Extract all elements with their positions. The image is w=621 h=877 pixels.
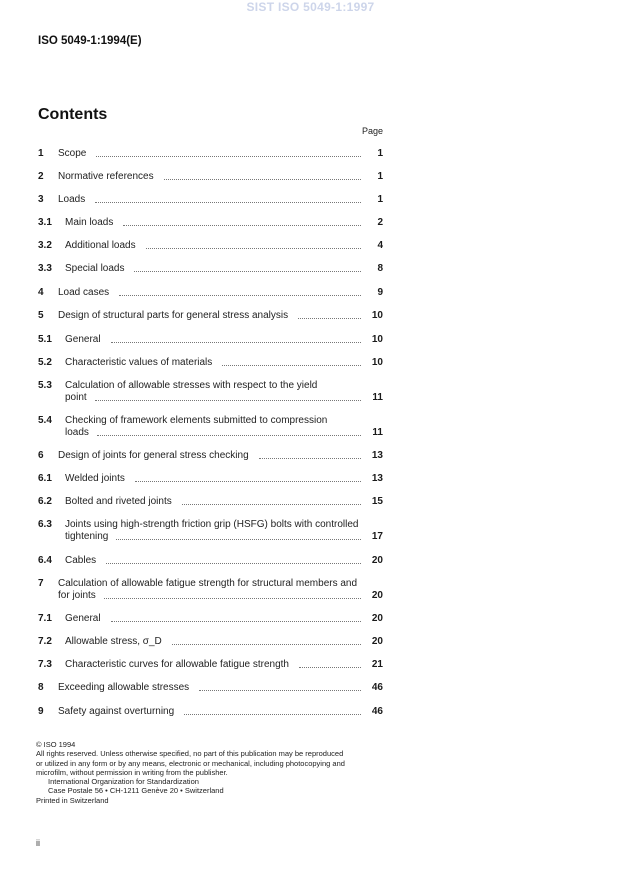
toc-number: 7.1: [38, 613, 52, 624]
leader-dots: [259, 458, 361, 459]
organization-address: Case Postale 56 • CH-1211 Genève 20 • Switzerland: [48, 786, 224, 796]
toc-page-number: 20: [371, 590, 383, 601]
toc-page-number: 10: [371, 357, 383, 368]
toc-number: 3.3: [38, 263, 52, 274]
leader-dots: [184, 714, 361, 715]
toc-number: 5.2: [38, 357, 52, 368]
toc-page-number: 20: [371, 613, 383, 624]
watermark: SIST ISO 5049-1:1997: [246, 0, 375, 14]
rights-line: microfilm, without permission in writing from the publisher.: [36, 767, 228, 777]
toc-title: Calculation of allowable fatigue strength for structural members and: [58, 578, 358, 589]
toc-page-number: 10: [371, 310, 383, 321]
toc-page-number: 20: [371, 636, 383, 647]
toc-page-number: 1: [377, 148, 383, 159]
toc-page-number: 4: [377, 240, 383, 251]
leader-dots: [182, 504, 361, 505]
toc-title: Load cases: [58, 287, 110, 298]
toc-title: Normative references: [58, 171, 154, 182]
toc-number: 3: [38, 194, 44, 205]
leader-dots: [95, 400, 361, 401]
toc-page-number: 20: [371, 555, 383, 566]
toc-page-number: 46: [371, 682, 383, 693]
toc-number: 6.1: [38, 473, 52, 484]
leader-dots: [172, 644, 361, 645]
toc-number: 5.1: [38, 334, 52, 345]
toc-number: 4: [38, 287, 44, 298]
toc-page-number: 46: [371, 706, 383, 717]
leader-dots: [123, 225, 361, 226]
toc-number: 5.4: [38, 415, 52, 426]
document-id: ISO 5049-1:1994(E): [38, 35, 142, 47]
toc-number: 8: [38, 682, 44, 693]
leader-dots: [146, 248, 361, 249]
leader-dots: [106, 563, 361, 564]
toc-page-number: 13: [371, 473, 383, 484]
toc-number: 3.1: [38, 217, 52, 228]
toc-number: 7: [38, 578, 44, 589]
toc-page-number: 8: [377, 263, 383, 274]
toc-title: Cables: [65, 555, 97, 566]
leader-dots: [134, 271, 361, 272]
page-title: Contents: [38, 106, 108, 123]
toc-title: Scope: [58, 148, 87, 159]
toc-title: Design of structural parts for general stress analysis: [58, 310, 289, 321]
rights-line: or utilized in any form or by any means, electronic or mechanical, including photocopying and: [36, 758, 345, 768]
toc-number: 3.2: [38, 240, 52, 251]
page-column-heading: Page: [362, 126, 384, 136]
leader-dots: [111, 621, 361, 622]
page-number: ii: [36, 838, 40, 848]
toc-number: 7.3: [38, 659, 52, 670]
leader-dots: [95, 202, 361, 203]
leader-dots: [222, 365, 361, 366]
toc-title: Characteristic curves for allowable fatigue strength: [65, 659, 289, 670]
toc-number: 2: [38, 171, 44, 182]
toc-number: 6.4: [38, 555, 52, 566]
toc-page-number: 1: [377, 171, 383, 182]
printed-in: Printed in Switzerland: [36, 795, 109, 805]
toc-page-number: 1: [377, 194, 383, 205]
leader-dots: [164, 179, 361, 180]
toc-title: Main loads: [65, 217, 114, 228]
toc-page-number: 17: [371, 531, 383, 542]
toc-title: Safety against overturning: [58, 706, 175, 717]
organization-name: International Organization for Standardization: [48, 777, 199, 787]
rights-line: All rights reserved. Unless otherwise specified, no part of this publication may be reproduced: [36, 749, 344, 759]
toc-page-number: 13: [371, 450, 383, 461]
leader-dots: [116, 539, 361, 540]
toc-title: Additional loads: [65, 240, 136, 251]
leader-dots: [96, 156, 361, 157]
toc-number: 6: [38, 450, 44, 461]
toc-number: 5: [38, 310, 44, 321]
toc-number: 6.2: [38, 496, 52, 507]
leader-dots: [199, 690, 361, 691]
leader-dots: [104, 598, 361, 599]
toc-number: 1: [38, 148, 44, 159]
toc-title: Design of joints for general stress checking: [58, 450, 249, 461]
toc-title-continuation: loads: [65, 427, 89, 438]
toc-title-continuation: for joints: [58, 590, 96, 601]
leader-dots: [135, 481, 361, 482]
toc-title: Checking of framework elements submitted to compression: [65, 415, 328, 426]
toc-title: Joints using high-strength friction grip (HSFG) bolts with controlled: [65, 519, 359, 530]
toc-number: 6.3: [38, 519, 52, 530]
toc-title: Bolted and riveted joints: [65, 496, 172, 507]
toc-title: Allowable stress, σ_D: [65, 636, 162, 647]
leader-dots: [97, 435, 361, 436]
leader-dots: [119, 295, 361, 296]
toc-page-number: 2: [377, 217, 383, 228]
toc-title: Loads: [58, 194, 86, 205]
toc-title: Special loads: [65, 263, 125, 274]
toc-title: Calculation of allowable stresses with respect to the yield: [65, 380, 318, 391]
toc-number: 9: [38, 706, 44, 717]
toc-title: General: [65, 613, 101, 624]
toc-title-continuation: tightening: [65, 531, 109, 542]
toc-page-number: 11: [372, 427, 383, 438]
toc-page-number: 15: [371, 496, 383, 507]
toc-page-number: 11: [372, 392, 383, 403]
toc-number: 5.3: [38, 380, 52, 391]
toc-title-continuation: point: [65, 392, 87, 403]
toc-page-number: 10: [371, 334, 383, 345]
toc-title: Welded joints: [65, 473, 125, 484]
toc-page-number: 9: [377, 287, 383, 298]
toc-title: Characteristic values of materials: [65, 357, 213, 368]
toc-number: 7.2: [38, 636, 52, 647]
toc-page-number: 21: [371, 659, 383, 670]
toc-title: Exceeding allowable stresses: [58, 682, 190, 693]
footer: [36, 740, 386, 805]
toc-title: General: [65, 334, 101, 345]
leader-dots: [299, 667, 361, 668]
leader-dots: [111, 342, 361, 343]
copyright-notice: © ISO 1994: [36, 740, 76, 749]
leader-dots: [298, 318, 361, 319]
